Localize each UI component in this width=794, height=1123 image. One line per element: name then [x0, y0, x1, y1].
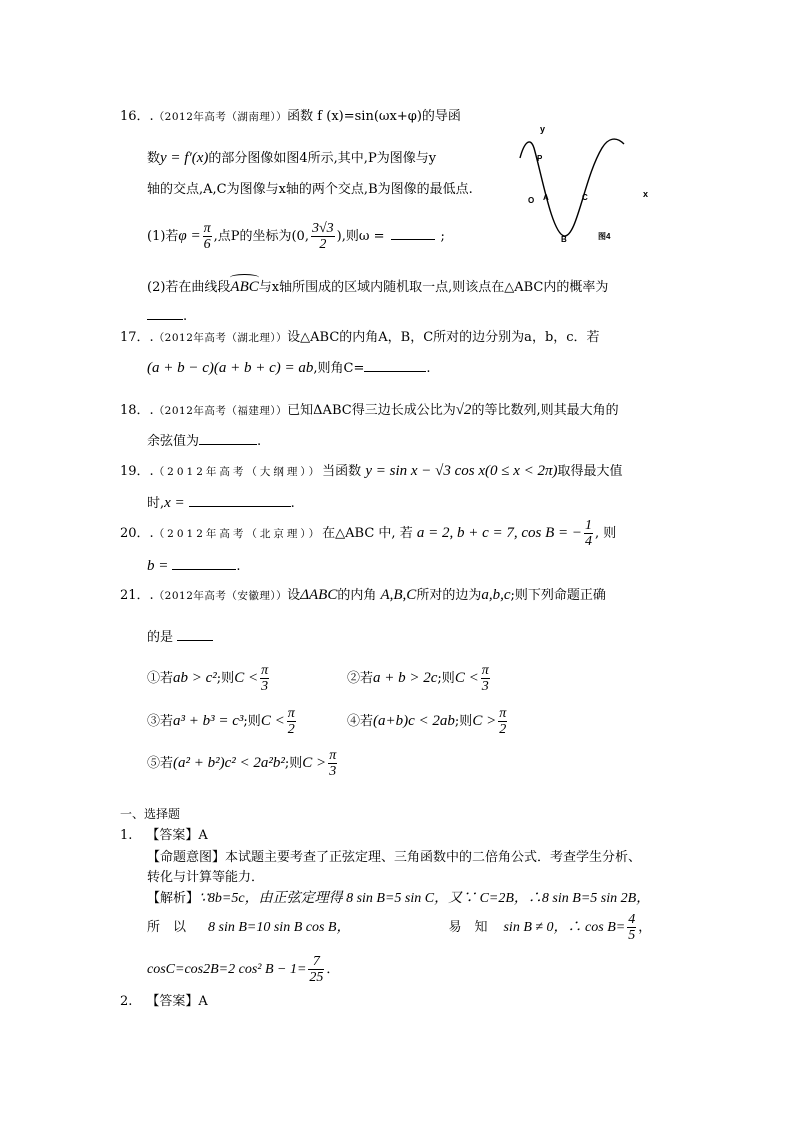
question-text: 数: [147, 151, 161, 166]
question-text: 所对的边为: [416, 588, 482, 603]
q21-option-1: [147, 660, 271, 697]
question-text: 的内角: [337, 588, 377, 603]
answer-label: 【答案】A: [146, 994, 208, 1009]
q21-line2: [147, 626, 213, 648]
option-label: ②若: [347, 671, 374, 686]
question-text: 的等比数列,则其最大角的: [471, 403, 619, 418]
formula: ΔABC: [300, 587, 338, 603]
question-source: （2012年高考（大纲理））: [153, 466, 323, 478]
punctuation: .: [257, 434, 262, 449]
punctuation: .: [236, 559, 241, 574]
formula: 8 sin B=10 sin B cos B，: [208, 920, 351, 935]
formula: (a+b)c < 2ab: [373, 713, 455, 729]
fraction-numerator: π: [481, 663, 489, 678]
q19-line1: [120, 461, 623, 482]
formula: y = sin x − √3 cos x(0 ≤ x < 2π): [365, 463, 558, 479]
punctuation: ;: [440, 229, 445, 244]
answer-number: 2.: [120, 994, 133, 1009]
figure-caption: 图4: [598, 232, 611, 241]
q16-line3: [147, 180, 473, 200]
question-text: 取得最大值: [557, 464, 623, 479]
question-text: ,点P的坐标为(0,: [213, 229, 309, 244]
question-number: 20．.: [120, 526, 154, 541]
formula: b =: [147, 558, 169, 574]
origin-label: O: [528, 196, 535, 205]
question-number: 21．.: [120, 588, 154, 603]
question-source: （2012年高考（湖南理））: [153, 111, 288, 123]
fraction: [203, 221, 212, 252]
formula: √2: [455, 402, 472, 418]
answer-1-solution-2: [147, 910, 651, 946]
q20-line2: [147, 555, 241, 577]
fraction-denominator: 3: [329, 764, 337, 779]
answer-label: 【答案】A: [146, 828, 208, 843]
answer-1-intent: 【命题意图】本试题主要考查了正弦定理、三角函数中的二倍角公式．考查学生分析、: [147, 850, 642, 865]
question-text: 在△ABC 中, 若: [322, 526, 413, 541]
fraction-numerator: π: [261, 663, 269, 678]
q21-option-2: [347, 660, 492, 697]
formula: cosC=cos2B=2 cos² B − 1=: [147, 962, 307, 977]
q16-line2: [147, 148, 436, 169]
answer-1-solution-3: [147, 952, 339, 988]
q17-line1: [120, 328, 600, 348]
question-text: 所 以: [147, 920, 187, 935]
question-text: 余弦值为: [147, 434, 200, 449]
q16-part1: [147, 218, 445, 255]
part-label: (2)若在曲线段: [147, 280, 231, 295]
fraction-numerator: 4: [628, 912, 636, 927]
formula: y = f′(x): [160, 150, 209, 166]
answer-1-solution-1: [147, 889, 650, 909]
q18-line2: [147, 430, 261, 452]
question-source: （2012年高考（北京理））: [153, 528, 323, 540]
fraction: [481, 663, 490, 694]
x-axis-label: x: [643, 189, 649, 199]
point-a-label: A: [543, 193, 549, 202]
formula: sin B ≠ 0，∴ cos B=: [503, 920, 626, 935]
fraction-denominator: 2: [499, 722, 507, 737]
question-text: 当函数: [322, 464, 362, 479]
point-b-label: B: [561, 235, 567, 244]
sine-curve: [520, 139, 624, 236]
question-text: ;则: [243, 714, 261, 729]
question-text: 函数 f (x)=sin(ωx+φ)的导函: [287, 109, 461, 124]
question-source: （2012年高考（湖北理））: [153, 332, 288, 344]
answer-2-header: [120, 992, 208, 1012]
y-axis-label: y: [540, 124, 546, 134]
question-text: ;则: [454, 714, 473, 729]
answer-blank[interactable]: [364, 357, 426, 372]
question-number: 16．.: [120, 109, 154, 124]
q19-line2: [147, 492, 295, 514]
fraction-numerator: 3√3: [311, 221, 334, 236]
answer-1-intent-cont: 转化与计算等能力．: [147, 870, 265, 885]
question-text: , 则: [595, 526, 617, 541]
fraction: [627, 912, 636, 943]
option-label: ①若: [147, 671, 174, 686]
punctuation: ．: [326, 962, 340, 977]
question-number: 19．.: [120, 464, 154, 479]
question-text: 时,: [147, 496, 165, 511]
fraction: [311, 221, 335, 252]
answer-blank[interactable]: [172, 555, 236, 570]
answer-blank[interactable]: [391, 225, 435, 240]
formula: A,B,C: [380, 587, 417, 603]
fraction: [308, 954, 324, 985]
punctuation: ，: [638, 920, 652, 935]
q21-option-5: [147, 745, 339, 782]
question-text: 设: [287, 588, 301, 603]
question-text: ;则: [437, 671, 455, 686]
formula: C >: [472, 713, 497, 729]
fraction-denominator: 6: [203, 237, 211, 252]
question-number: 17．.: [120, 330, 154, 345]
fraction-denominator: 5: [628, 928, 636, 943]
question-text: 的是: [147, 630, 174, 645]
fraction: [260, 663, 269, 694]
question-text: ;则: [216, 671, 235, 686]
q16-line1: [120, 107, 461, 127]
option-label: ⑤若: [147, 756, 174, 771]
point-c-label: C: [582, 193, 588, 202]
question-text: 的部分图像如图4所示,其中,P为图像与y: [208, 151, 437, 166]
question-text: 易 知: [448, 920, 488, 935]
punctuation: .: [290, 496, 295, 511]
q16-part2-blank: [147, 305, 187, 327]
question-text: 与x轴所围成的区域内随机取一点,则该点在△ABC内的概率为: [258, 280, 609, 295]
answer-number: 1.: [120, 828, 133, 843]
q18-line1: [120, 400, 619, 421]
fraction-denominator: 4: [585, 534, 593, 549]
fraction: [584, 518, 593, 549]
formula: φ =: [178, 228, 201, 244]
fraction-denominator: 3: [261, 679, 269, 694]
punctuation: .: [426, 361, 431, 376]
fraction-numerator: 7: [308, 954, 324, 970]
question-text: 设△ABC的内角A，B，C所对的边分别为a，b，c．若: [287, 330, 600, 345]
solution-label: 【解析】: [147, 891, 200, 906]
formula: a + b > 2c: [373, 670, 438, 686]
q16-part2: [147, 277, 608, 298]
question-source: （2012年高考（福建理））: [153, 405, 288, 417]
arc-label: ABC: [230, 279, 259, 295]
question-text: 已知ΔABC得三边长成公比为: [287, 403, 456, 418]
section-heading: 一、选择题: [120, 807, 181, 821]
fraction-denominator: 3: [481, 679, 489, 694]
answer-blank[interactable]: [147, 305, 183, 320]
fraction-denominator: 2: [287, 722, 295, 737]
formula: a,b,c: [481, 587, 511, 603]
q21-option-3: [147, 703, 298, 740]
q20-line1: [120, 516, 616, 551]
question-text: 轴的交点,A,C为图像与x轴的两个交点,B为图像的最低点.: [147, 182, 473, 197]
formula: C >: [302, 755, 327, 771]
fraction-numerator: π: [499, 706, 507, 721]
fraction: [328, 748, 337, 779]
formula: ∵8b=5c，由正弦定理得 8 sin B=5 sin C，又∵ C=2B，∴8 sin B=5 sin 2B，: [199, 891, 651, 906]
formula: x =: [164, 495, 185, 511]
answer-blank[interactable]: [177, 626, 213, 641]
question-text: ;则下列命题正确: [510, 588, 606, 603]
punctuation: .: [183, 309, 188, 324]
question-text: ,则角C=: [313, 361, 365, 376]
fraction-numerator: π: [203, 221, 211, 236]
formula: C <: [260, 713, 285, 729]
fraction-numerator: 1: [585, 518, 593, 533]
formula: ab > c²: [173, 670, 217, 686]
option-label: ③若: [147, 714, 174, 729]
question-text: ),则ω =: [336, 229, 385, 244]
question-text: ;则: [284, 756, 303, 771]
formula: C <: [234, 670, 259, 686]
fraction-denominator: 25: [309, 970, 324, 985]
fraction-denominator: 2: [319, 237, 327, 252]
answer-1-header: [120, 826, 208, 846]
answer-blank[interactable]: [189, 492, 291, 507]
formula: a = 2, b + c = 7, cos B = −: [416, 525, 583, 541]
point-p-label: P: [537, 154, 543, 163]
q17-line2: [147, 357, 431, 379]
fraction-numerator: π: [329, 748, 337, 763]
fraction-numerator: π: [287, 706, 295, 721]
formula: a³ + b³ = c³: [173, 713, 244, 729]
graph-figure: [512, 118, 662, 248]
formula: (a² + b²)c² < 2a²b²: [173, 755, 285, 771]
q21-line1: [120, 585, 606, 606]
question-source: （2012年高考（安徽理））: [153, 590, 288, 602]
fraction: [498, 706, 507, 737]
answer-blank[interactable]: [199, 430, 257, 445]
part-label: (1)若: [147, 229, 179, 244]
option-label: ④若: [347, 714, 374, 729]
formula: C <: [454, 670, 479, 686]
q21-option-4: [347, 703, 509, 740]
formula: (a + b − c)(a + b + c) = ab: [147, 360, 314, 376]
fraction: [287, 706, 296, 737]
question-number: 18．.: [120, 403, 154, 418]
